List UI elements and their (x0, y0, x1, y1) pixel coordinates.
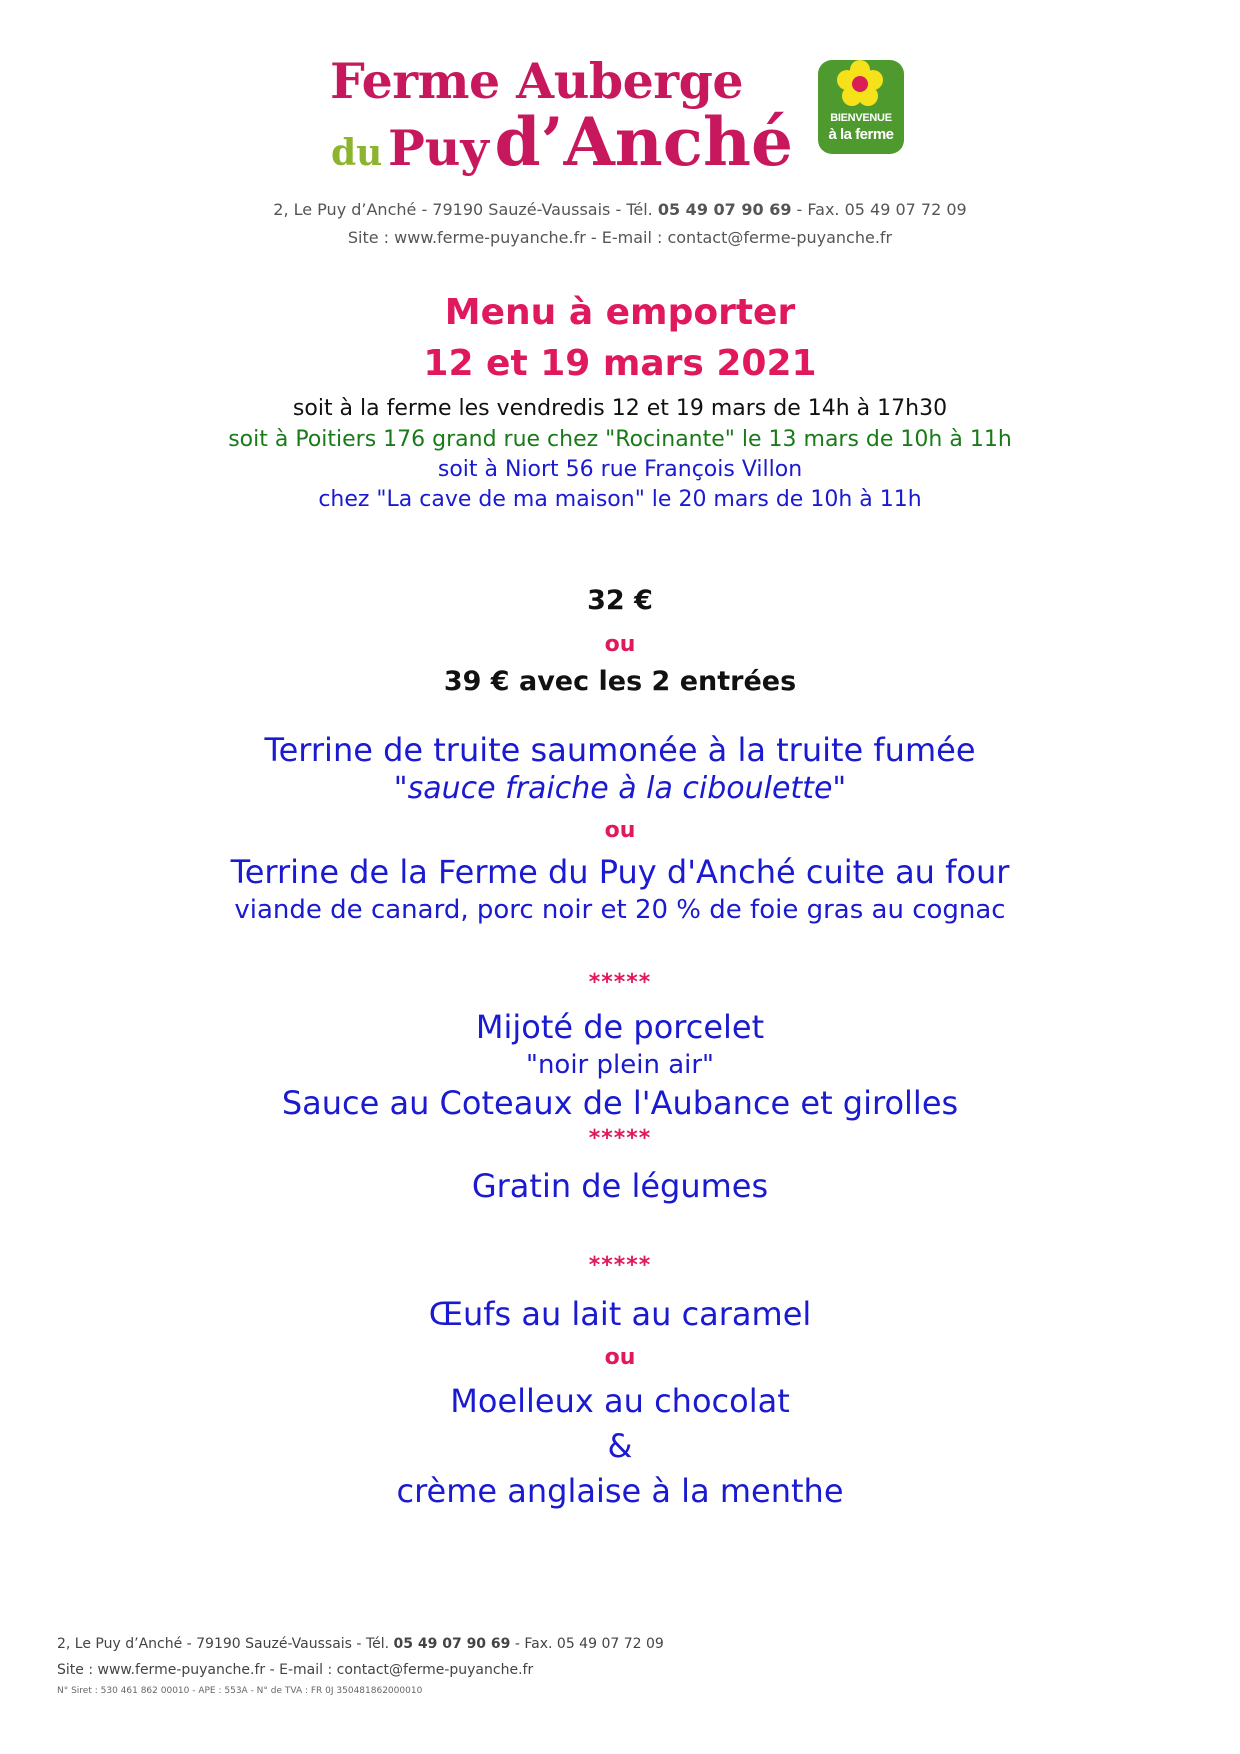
header-phone: 05 49 07 90 69 (657, 200, 792, 219)
bienvenue-ferme-badge (818, 60, 904, 154)
menu-dates: 12 et 19 mars 2021 (423, 343, 817, 384)
or-separator: ou (604, 1345, 636, 1370)
dessert-creme-anglaise: crème anglaise à la menthe (396, 1472, 844, 1510)
starter-trout-terrine: Terrine de truite saumonée à la truite fumée (264, 731, 976, 769)
footer-phone: 05 49 07 90 69 (393, 1636, 511, 1652)
footer-site-line: Site : www.ferme-puyanche.fr - E-mail : contact@ferme-puyanche.fr (57, 1662, 534, 1678)
logo-du: du (331, 132, 383, 174)
header-address: 2, Le Puy d’Anché - 79190 Sauzé-Vaussais - Tél. (273, 200, 653, 219)
logo-anche: d’Anché (494, 103, 793, 181)
header-address-line (0, 200, 1240, 219)
badge-text-bienvenue: BIENVENUE (830, 112, 892, 124)
course-separator: ***** (588, 970, 652, 995)
starter-trout-sauce: "sauce fraiche à la ciboulette" (393, 771, 847, 806)
footer-address: 2, Le Puy d’Anché - 79190 Sauzé-Vaussais - Tél. (57, 1636, 390, 1652)
pickup-niort-shop: chez "La cave de ma maison" le 20 mars de 10h à 11h (318, 487, 922, 512)
logo-title-line2 (331, 103, 793, 181)
pickup-farm: soit à la ferme les vendredis 12 et 19 mars de 14h à 17h30 (292, 396, 948, 421)
dessert-moelleux: Moelleux au chocolat (450, 1382, 790, 1420)
pickup-poitiers: soit à Poitiers 176 grand rue chez "Rocinante" le 13 mars de 10h à 11h (228, 427, 1012, 452)
starter-farm-terrine-detail: viande de canard, porc noir et 20 % de foie gras au cognac (234, 895, 1006, 925)
main-sauce: Sauce au Coteaux de l'Aubance et girolles (281, 1084, 959, 1122)
header-fax: - Fax. 05 49 07 72 09 (796, 200, 967, 219)
dessert-oeufs-au-lait: Œufs au lait au caramel (428, 1295, 812, 1333)
or-separator: ou (604, 818, 636, 843)
main-porcelet-noir: "noir plein air" (525, 1050, 715, 1080)
side-gratin: Gratin de légumes (471, 1167, 769, 1205)
dessert-ampersand: & (607, 1427, 633, 1465)
price-base: 32 € (587, 585, 653, 616)
course-separator: ***** (588, 1253, 652, 1278)
footer-address-line (57, 1636, 664, 1652)
logo-puy: Puy (387, 119, 489, 177)
logo-title-line1: Ferme Auberge (330, 52, 744, 110)
starter-farm-terrine: Terrine de la Ferme du Puy d'Anché cuite au four (230, 853, 1010, 891)
price-two-starters: 39 € avec les 2 entrées (443, 666, 797, 697)
footer-legal: N° Siret : 530 461 862 00010 - APE : 553A - N° de TVA : FR 0J 350481862000010 (57, 1686, 423, 1696)
footer-fax: - Fax. 05 49 07 72 09 (514, 1636, 664, 1652)
course-separator: ***** (588, 1126, 652, 1151)
menu-title: Menu à emporter (444, 292, 796, 333)
main-porcelet: Mijoté de porcelet (475, 1008, 765, 1046)
or-separator: ou (604, 632, 636, 657)
header-site-line: Site : www.ferme-puyanche.fr - E-mail : contact@ferme-puyanche.fr (347, 228, 893, 247)
pickup-niort-address: soit à Niort 56 rue François Villon (437, 457, 803, 482)
badge-text-a-la-ferme: à la ferme (828, 126, 894, 143)
